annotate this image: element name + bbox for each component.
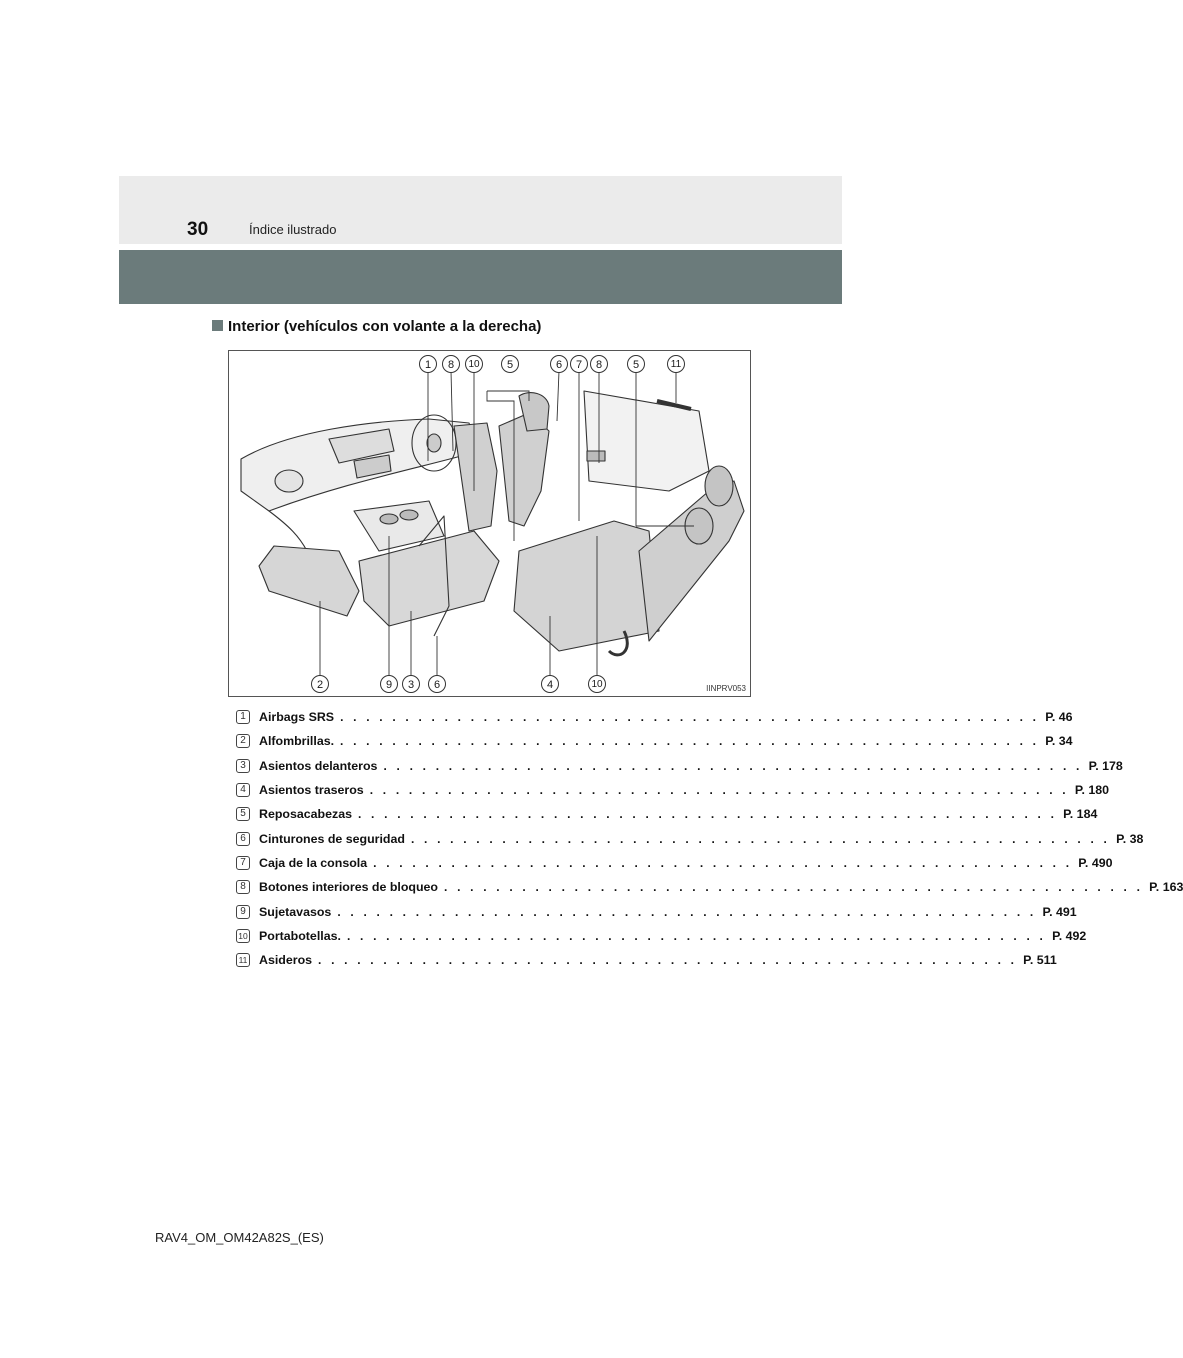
heading-square-icon [212,320,223,331]
index-label: Sujetavasos [259,904,332,919]
callout-6b: 6 [428,675,446,693]
callout-1: 1 [419,355,437,373]
index-number: 4 [236,783,250,797]
index-label: Alfombrillas. [259,734,335,749]
index-row[interactable] [236,802,1098,826]
chapter-band [119,250,842,304]
callout-5b: 5 [627,355,645,373]
document-footer: RAV4_OM_OM42A82S_(ES) [155,1230,324,1245]
index-row[interactable] [236,754,1123,778]
dot-leader: . . . . . . . . . . . . . . . . . . . . . . . . . . . . . . . . . . . . . . . . . . . . . . . . . . . . . . [346,928,1047,943]
index-label: Asientos delanteros [259,758,378,773]
index-row[interactable] [236,705,1073,729]
callout-2: 2 [311,675,329,693]
index-label: Portabotellas. [259,928,341,943]
dot-leader: . . . . . . . . . . . . . . . . . . . . . . . . . . . . . . . . . . . . . . . . . . . . . . . . . . . . . . [318,953,1018,968]
index-number: 5 [236,807,250,821]
index-label: Caja de la consola [259,855,368,870]
index-number: 10 [236,929,250,943]
index-number: 6 [236,832,250,846]
index-number: 1 [236,710,250,724]
dot-leader: . . . . . . . . . . . . . . . . . . . . . . . . . . . . . . . . . . . . . . . . . . . . . . . . . . . . . . [410,831,1111,846]
index-number: 9 [236,905,250,919]
subsection-heading-text: Interior (vehículos con volante a la derecha) [228,318,542,335]
dot-leader: . . . . . . . . . . . . . . . . . . . . . . . . . . . . . . . . . . . . . . . . . . . . . . . . . . . . . . [340,710,1040,725]
index-label: Botones interiores de bloqueo [259,880,438,895]
dot-leader: . . . . . . . . . . . . . . . . . . . . . . . . . . . . . . . . . . . . . . . . . . . . . . . . . . . . . . [369,783,1069,798]
index-number: 3 [236,759,250,773]
dot-leader: . . . . . . . . . . . . . . . . . . . . . . . . . . . . . . . . . . . . . . . . . . . . . . . . . . . . . . [383,758,1083,773]
index-label: Reposacabezas [259,807,352,822]
index-row[interactable] [236,875,1183,899]
index-number: 2 [236,734,250,748]
car-outline [241,391,744,655]
callout-10: 10 [465,355,483,373]
index-number: 8 [236,880,250,894]
index-label: Asientos traseros [259,783,364,798]
page-reference[interactable]: P. 490 [1078,855,1113,870]
index-row[interactable] [236,899,1077,923]
dot-leader: . . . . . . . . . . . . . . . . . . . . . . . . . . . . . . . . . . . . . . . . . . . . . . . . . . . . . . [337,904,1037,919]
index-label: Cinturones de seguridad [259,831,405,846]
callout-4: 4 [541,675,559,693]
callout-10b: 10 [588,675,606,693]
subsection-heading [212,318,541,335]
index-number: 11 [236,953,250,967]
page-reference[interactable]: P. 511 [1023,953,1057,968]
page-reference[interactable]: P. 491 [1042,904,1077,919]
page-reference[interactable]: P. 180 [1074,783,1110,798]
index-row[interactable] [236,778,1110,802]
index-row[interactable] [236,826,1144,850]
callout-8b: 8 [590,355,608,373]
callout-8: 8 [442,355,460,373]
index-list [236,705,1183,972]
dot-leader: . . . . . . . . . . . . . . . . . . . . . . . . . . . . . . . . . . . . . . . . . . . . . . . . . . . . . . [444,880,1144,895]
index-label: Airbags SRS [259,710,335,725]
page-reference[interactable]: P. 46 [1045,710,1073,725]
index-row[interactable] [236,948,1057,972]
interior-drawing [229,351,750,696]
interior-illustration [228,350,751,697]
page-reference[interactable]: P. 178 [1088,758,1123,773]
index-row[interactable] [236,924,1087,948]
callout-6: 6 [550,355,568,373]
callout-9: 9 [380,675,398,693]
dot-leader: . . . . . . . . . . . . . . . . . . . . . . . . . . . . . . . . . . . . . . . . . . . . . . . . . . . . . . [373,855,1073,870]
dot-leader: . . . . . . . . . . . . . . . . . . . . . . . . . . . . . . . . . . . . . . . . . . . . . . . . . . . . . . [357,807,1058,822]
page-reference[interactable]: P. 184 [1063,807,1098,822]
callout-7: 7 [570,355,588,373]
header-band [119,176,842,244]
dot-leader: . . . . . . . . . . . . . . . . . . . . . . . . . . . . . . . . . . . . . . . . . . . . . . . . . . . . . . [340,734,1040,749]
index-row[interactable] [236,851,1113,875]
section-title: Índice ilustrado [249,222,337,237]
callout-5: 5 [501,355,519,373]
page-number: 30 [187,219,209,240]
figure-code: IINPRV053 [706,684,746,693]
page-reference[interactable]: P. 492 [1052,928,1087,943]
page-reference[interactable]: P. 34 [1045,734,1073,749]
index-row[interactable] [236,729,1073,753]
index-number: 7 [236,856,250,870]
page-reference[interactable]: P. 38 [1116,831,1144,846]
index-label: Asideros [259,953,313,968]
page-reference[interactable]: P. 163 [1149,880,1183,895]
callout-11: 11 [667,355,685,373]
callout-3: 3 [402,675,420,693]
